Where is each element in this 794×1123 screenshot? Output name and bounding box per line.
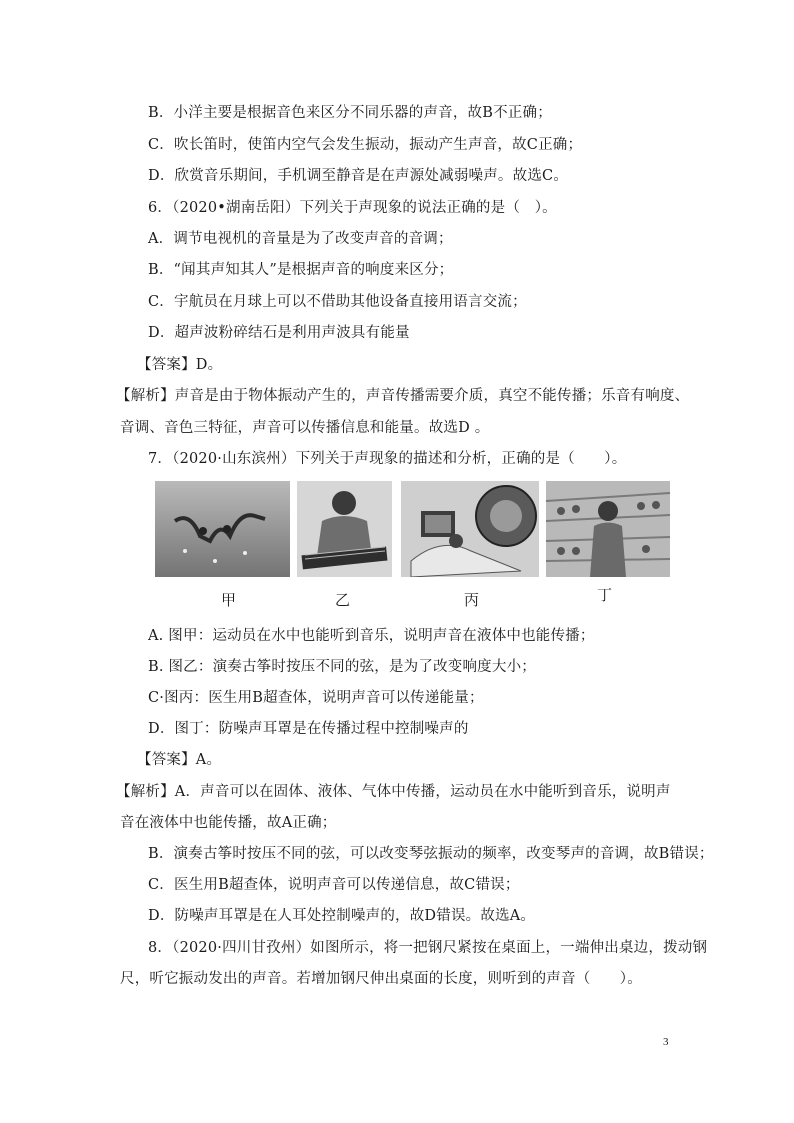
text-line: B．“闻其声知其人”是根据声音的响度来区分； [148, 262, 454, 278]
analysis-text: 音在液体中也能传播，故A正确； [120, 815, 337, 831]
caption-ding: 丁 [597, 586, 613, 604]
question-7-figure [155, 481, 670, 579]
text-line: D．图丁：防噪声耳罩是在传播过程中控制噪声的 [148, 721, 469, 737]
analysis-text: 【解析】声音是由于物体振动产生的，声音传播需要介质，真空不能传播；乐音有响度、 [116, 388, 690, 404]
question-7: 7．（2020·山东滨州）下列关于声现象的描述和分析，正确的是（ ）。 [148, 451, 627, 467]
text-line: D．超声波粉碎结石是利用声波具有能量 [148, 325, 410, 341]
text-line: B．小洋主要是根据音色来区分不同乐器的声音，故B不正确； [148, 105, 552, 121]
text-line: A．调节电视机的音量是为了改变声音的音调； [148, 231, 453, 247]
ultrasound-photo [401, 481, 539, 577]
factory-photo [546, 481, 670, 577]
text-line: D．防噪声耳罩是在人耳处控制噪声的，故D错误。故选A。 [148, 908, 536, 924]
swimmers-photo [155, 481, 290, 577]
text-line: A. 图甲：运动员在水中也能听到音乐，说明声音在液体中也能传播； [148, 628, 595, 644]
text-line: C．宇航员在月球上可以不借助其他设备直接用语言交流； [148, 294, 527, 310]
page-number: 3 [663, 1036, 669, 1048]
analysis-text: 音调、音色三特征，声音可以传播信息和能量。故选D 。 [120, 420, 490, 436]
question-8: 8．（2020·四川甘孜州）如图所示，将一把钢尺紧按在桌面上，一端伸出桌边，拨动钢 [148, 940, 708, 956]
text-line: C．医生用B超查体，说明声音可以传递信息，故C错误； [148, 877, 520, 893]
caption-jia: 甲 [221, 591, 237, 609]
text-line: 尺，听它振动发出的声音。若增加钢尺伸出桌面的长度，则听到的声音（ ）。 [120, 971, 642, 987]
text-line: C·图丙：医生用B超查体，说明声音可以传递能量； [148, 690, 484, 706]
text-line: B. 图乙：演奏古筝时按压不同的弦，是为了改变响度大小； [148, 659, 536, 675]
text-line: D．欣赏音乐期间，手机调至静音是在声源处减弱噪声。故选C。 [148, 168, 569, 184]
guzheng-photo [297, 481, 392, 577]
text-line: B．演奏古筝时按压不同的弦，可以改变琴弦振动的频率，改变琴声的音调，故B错误； [148, 846, 714, 862]
question-6: 6．（2020•湖南岳阳）下列关于声现象的说法正确的是（ ）。 [148, 200, 557, 216]
caption-yi: 乙 [335, 591, 351, 609]
caption-bing: 丙 [464, 591, 480, 609]
answer-label: 【答案】D。 [137, 357, 223, 373]
answer-label: 【答案】A。 [137, 752, 222, 768]
analysis-text: 【解析】A．声音可以在固体、液体、气体中传播，运动员在水中能听到音乐，说明声 [116, 784, 671, 800]
text-line: C．吹长笛时，使笛内空气会发生振动，振动产生声音，故C正确； [148, 137, 583, 153]
